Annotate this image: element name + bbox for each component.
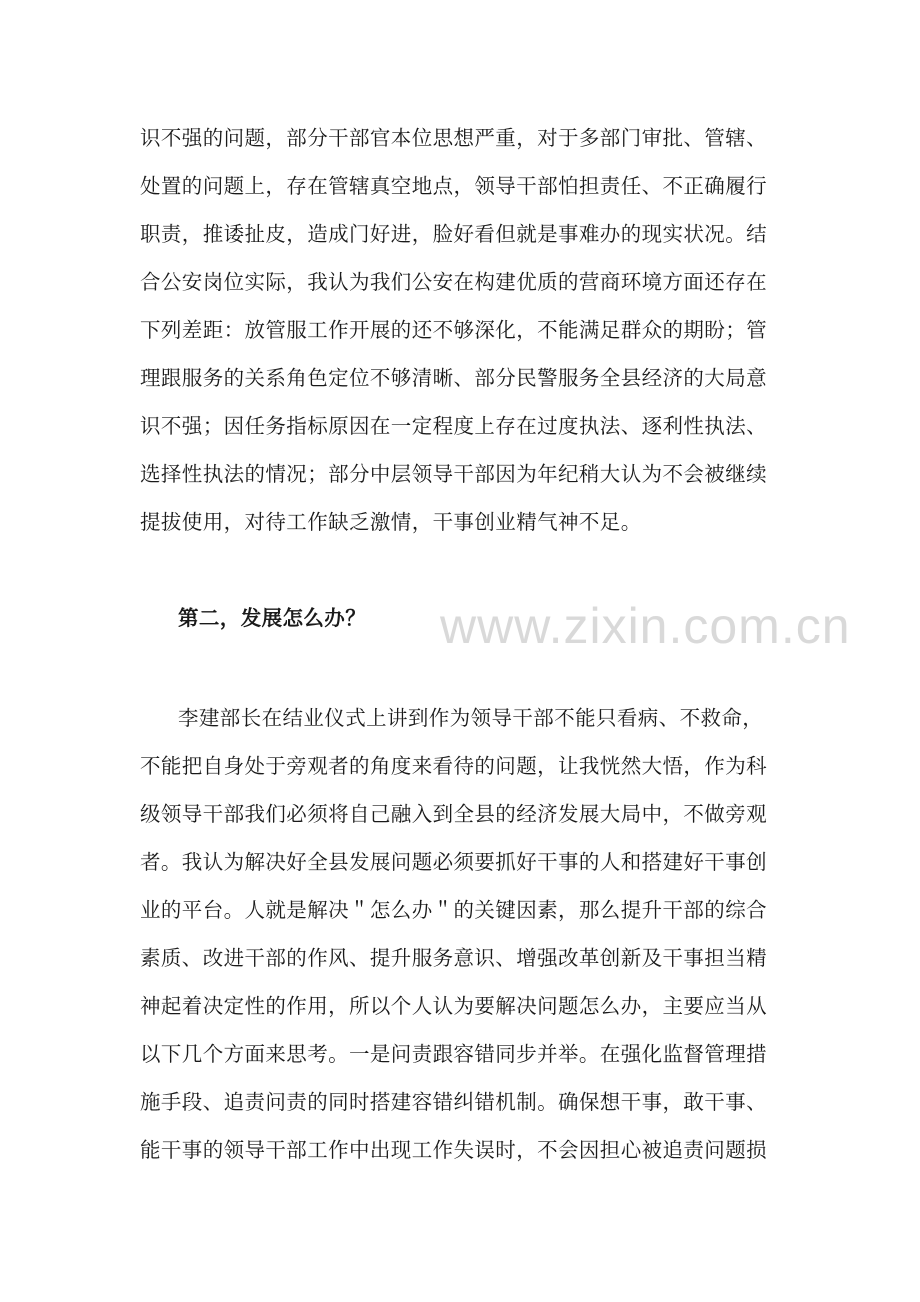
watermark: www.zixin.com.cn	[440, 598, 851, 654]
paragraph-line: 处置的问题上，存在管辖真空地点，领导干部怕担责任、不正确履行	[140, 174, 767, 198]
paragraph-line: 神起着决定性的作用，所以个人认为要解决问题怎么办，主要应当从	[140, 994, 767, 1018]
paragraph-line: 不能把自身处于旁观者的角度来看待的问题，让我恍然大悟，作为科	[140, 754, 767, 778]
paragraph-line: 李建部长在结业仪式上讲到作为领导干部不能只看病、不救命，	[178, 706, 764, 730]
paragraph-line: 职责，推诿扯皮，造成门好进，脸好看但就是事难办的现实状况。结	[140, 222, 767, 246]
paragraph-line: 者。我认为解决好全县发展问题必须要抓好干事的人和搭建好干事创	[140, 850, 767, 874]
section-heading: 第二，发展怎么办？	[178, 606, 367, 630]
paragraph-line: 以下几个方面来思考。一是问责跟容错同步并举。在强化监督管理措	[140, 1042, 767, 1066]
paragraph-line: 施手段、追责问责的同时搭建容错纠错机制。确保想干事，敢干事、	[140, 1090, 767, 1114]
paragraph-line: 能干事的领导干部工作中出现工作失误时，不会因担心被追责问题损	[140, 1138, 767, 1162]
paragraph-line: 选择性执法的情况；部分中层领导干部因为年纪稍大认为不会被继续	[140, 462, 767, 486]
paragraph-line: 下列差距：放管服工作开展的还不够深化，不能满足群众的期盼；管	[140, 318, 767, 342]
paragraph-line: 业的平台。人就是解决＂怎么办＂的关键因素，那么提升干部的综合	[140, 898, 767, 922]
paragraph-line: 合公安岗位实际，我认为我们公安在构建优质的营商环境方面还存在	[140, 270, 767, 294]
paragraph-line: 级领导干部我们必须将自己融入到全县的经济发展大局中，不做旁观	[140, 802, 767, 826]
paragraph-line: 识不强的问题，部分干部官本位思想严重，对于多部门审批、管辖、	[140, 126, 767, 150]
paragraph-line: 识不强；因任务指标原因在一定程度上存在过度执法、逐利性执法、	[140, 414, 767, 438]
paragraph-line: 素质、改进干部的作风、提升服务意识、增强改革创新及干事担当精	[140, 946, 767, 970]
paragraph-line: 理跟服务的关系角色定位不够清晰、部分民警服务全县经济的大局意	[140, 366, 767, 390]
paragraph-line: 提拔使用，对待工作缺乏激情，干事创业精气神不足。	[140, 510, 642, 534]
